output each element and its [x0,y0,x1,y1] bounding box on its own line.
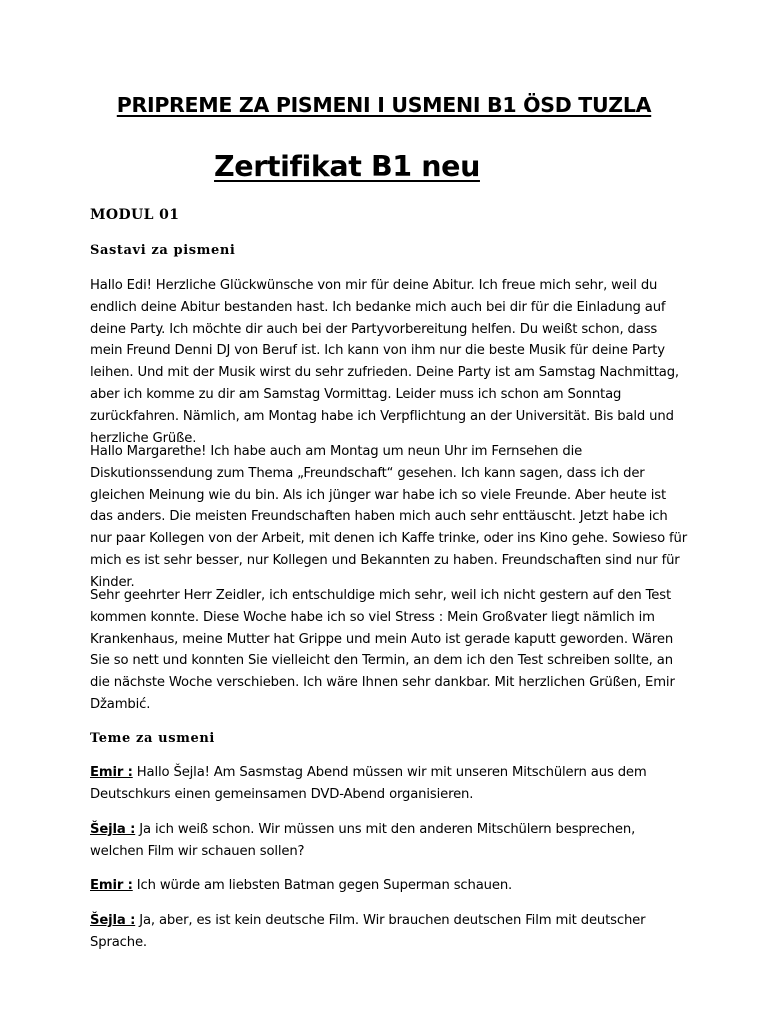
document-title: PRIPREME ZA PISMENI I USMENI B1 ÖSD TUZLA [116,93,652,117]
dialogue-speaker: Šejla : [90,913,136,928]
section-heading-written: Sastavi za pismeni [90,243,236,258]
dialogue-line [90,875,690,897]
document-subtitle: Zertifikat B1 neu [214,150,480,183]
dialogue-line [90,762,690,806]
dialogue-speaker: Emir : [90,765,133,780]
dialogue-text: Hallo Šejla! Am Sasmstag Abend müssen wir mit unseren Mitschülern aus dem Deutschkurs einen gemeinsamen DVD-Abend organisieren. [90,765,647,802]
letter-paragraph: Hallo Margarethe! Ich habe auch am Montag um neun Uhr im Fernsehen die Diskutionssendung zum Thema „Freundschaft“ gesehen. Ich kann sagen, dass ich der gleichen Meinung wie du bin. Als ich jünger war habe ich so viele Freunde. Aber heute ist das anders. Die meisten Freundschaften haben mich auch sehr enttäuscht. Jetzt habe ich nur paar Kollegen von der Arbeit, mit denen ich Kaffe trinke, oder ins Kino gehe. Sowieso für mich es ist sehr besser, nur Kollegen und Bekannten zu haben. Freundschaften sind nur für Kinder. [90,444,688,590]
dialogue-line [90,910,690,954]
dialogue-text: Ja, aber, es ist kein deutsche Film. Wir brauchen deutschen Film mit deutscher Sprache. [90,913,646,950]
dialogue-text: Ich würde am liebsten Batman gegen Superman schauen. [132,878,513,893]
section-heading-oral: Teme za usmeni [90,731,215,746]
dialogue-text: Ja ich weiß schon. Wir müssen uns mit den anderen Mitschülern besprechen, welchen Film wir schauen sollen? [90,822,636,859]
letter-paragraph: Sehr geehrter Herr Zeidler, ich entschuldige mich sehr, weil ich nicht gestern auf den Test kommen konnte. Diese Woche habe ich so viel Stress : Mein Großvater liegt nämlich im Krankenhaus, meine Mutter hat Grippe und mein Auto ist gerade kaputt geworden. Wären Sie so nett und konnten Sie vielleicht den Termin, an dem ich den Test schreiben sollte, an die nächste Woche verschieben. Ich wäre Ihnen sehr dankbar. Mit herzlichen Grüßen, Emir Džambić. [90,588,675,712]
dialogue-speaker: Emir : [90,878,133,893]
dialogue-line [90,819,690,863]
dialogue-speaker: Šejla : [90,822,136,837]
modul-heading: MODUL 01 [90,207,180,223]
letter-paragraph: Hallo Edi! Herzliche Glückwünsche von mir für deine Abitur. Ich freue mich sehr, weil du endlich deine Abitur bestanden hast. Ich bedanke mich auch bei dir für die Einladung auf deine Party. Ich möchte dir auch bei der Partyvorbereitung helfen. Du weißt schon, dass mein Freund Denni DJ von Beruf ist. Ich kann von ihm nur die beste Musik für deine Party leihen. Und mit der Musik wirst du sehr zufrieden. Deine Party ist am Samstag Nachmittag, aber ich komme zu dir am Samstag Vormittag. Leider muss ich schon am Sonntag zurückfahren. Nämlich, am Montag habe ich Verpflichtung an der Universität. Bis bald und herzliche Grüße. [90,278,679,446]
